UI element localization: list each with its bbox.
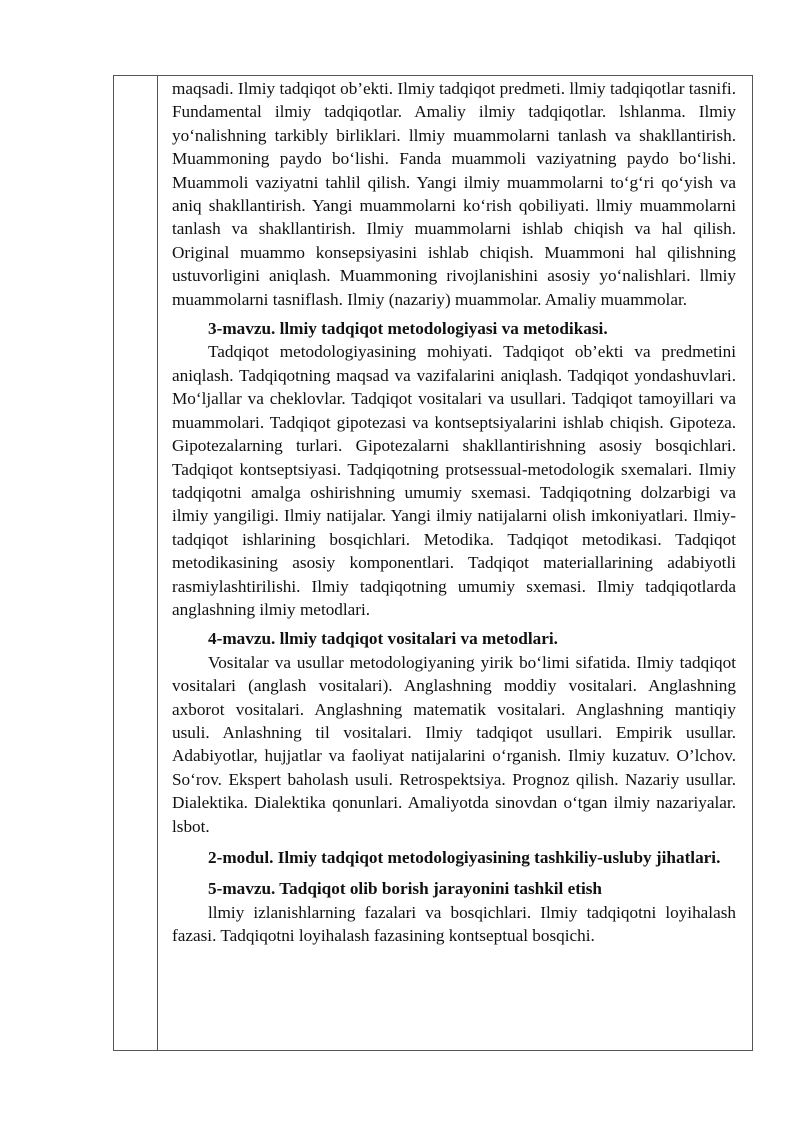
table-content-cell (172, 77, 736, 948)
topic-5-heading: 5-mavzu. Tadqiqot olib borish jarayonini tashkil etish (208, 879, 602, 899)
table-left-column (114, 76, 158, 1050)
topic-4-body: Vositalar va usullar metodologiyaning yirik bo‘limi sifatida. Ilmiy tadqiqot vositalari (anglash vositalari). Anglashning moddiy vositalari. Anglashning axborot vositalari. Anglashning matematik vositalari. Anglashning mantiqiy usuli. Anlashning til vositalari. Ilmiy tadqiqot usullari. Empirik usullar. Adabiyotlar, hujjatlar va faoliyat natijalarini o‘rganish. Ilmiy kuzatuv. O’lchov. So‘rov. Ekspert baholash usuli. Retrospektsiya. Prognoz qilish. Nazariy usullar. Dialektika. Dialektika qonunlari. Amaliyotda sinovdan o‘tgan ilmiy nazariyalar. lsbot. (172, 652, 736, 836)
topic-3-heading: 3-mavzu. llmiy tadqiqot metodologiyasi va metodikasi. (208, 319, 608, 339)
content-table (113, 75, 753, 1051)
topic-4-heading: 4-mavzu. llmiy tadqiqot vositalari va metodlari. (208, 629, 558, 649)
module-2-heading: 2-modul. Ilmiy tadqiqot metodologiyasining tashkiliy-usluby jihatlari. (208, 848, 721, 867)
topic-3-body: Tadqiqot metodologiyasining mohiyati. Tadqiqot ob’ekti va predmetini aniqlash. Tadqiqotning maqsad va vazifalarini aniqlash. Tadqiqot yondashuvlari. Mo‘ljallar va cheklovlar. Tadqiqot vositalari va usullari. Tadqiqot tamoyillari va muammolari. Tadqiqot gipotezasi va kontseptsiyalarini ishlab chiqish. Gipoteza. Gipotezalarning turlari. Gipotezalarni shakllantirishning asosiy bosqichlari. Tadqiqot kontseptsiyasi. Tadqiqotning protsessual-metodologik sxemalari. Ilmiy tadqiqotni amalga oshirishning umumiy sxemasi. Tadqiqotning dolzarbigi va ilmiy yangiligi. Ilmiy natijalar. Yangi ilmiy natijalarni olish imkoniyatlari. Ilmiy-tadqiqot ishlarining bosqichlari. Metodika. Tadqiqot metodikasi. Tadqiqot metodikasining asosiy komponentlari. Tadqiqot materiallarining adabiyotli rasmiylashtirilishi. Ilmiy tadqiqotning umumiy sxemasi. Ilmiy tadqiqotlarda anglashning ilmiy metodlari. (172, 342, 736, 619)
topic-5-body: llmiy izlanishlarning fazalari va bosqichlari. Ilmiy tadqiqotni loyihalash fazasi. Tadqiqotni loyihalash fazasining kontseptual bosqichi. (172, 902, 736, 946)
intro-paragraph: maqsadi. Ilmiy tadqiqot ob’ekti. Ilmiy tadqiqot predmeti. llmiy tadqiqotlar tasnifi. Fundamental ilmiy tadqiqotlar. Amaliy ilmiy tadqiqotlar. lshlanma. Ilmiy yo‘nalishning tarkibly birliklari. llmiy muammolarni tanlash va shakllantirish. Muammoning paydo bo‘lishi. Fanda muammoli vaziyatning paydo bo‘lishi. Muammoli vaziyatni tahlil qilish. Yangi ilmiy muammolarni to‘g‘ri qo‘yish va aniq shakllantirish. Yangi muammolarni ko‘rish qobiliyati. llmiy muammolarni tanlash va shakllantirish. Ilmiy muammolarni ishlab chiqish va hal qilish. Original muammo konsepsiyasini ishlab chiqish. Muammoni hal qilishning ustuvorligini aniqlash. Muammoning rivojlanishini asosiy yo‘nalishlari. llmiy muammolarni tasniflash. Ilmiy (nazariy) muammolar. Amaliy muammolar. (172, 79, 736, 309)
